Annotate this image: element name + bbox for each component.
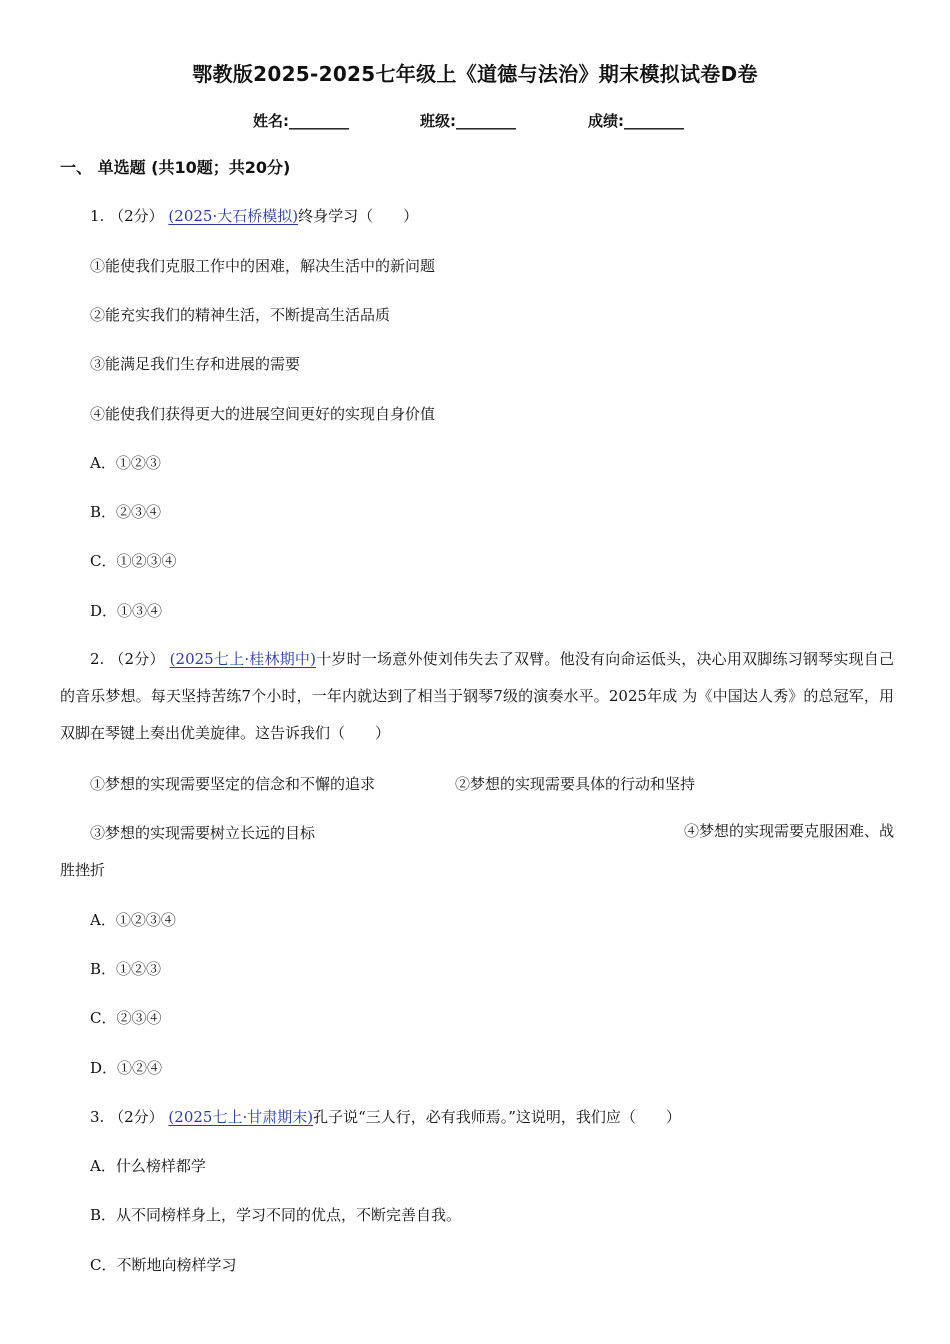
question-number: 3. [90,1108,105,1126]
statement: ②能充实我们的精神生活，不断提高生活品质 [90,306,391,324]
option-b: B．从不同榜样身上，学习不同的优点，不断完善自我。 [90,1206,462,1224]
score-label: 成绩: [588,112,624,130]
question-score: （2分） [109,650,165,668]
option-d: D．①③④ [90,602,163,620]
class-label: 班级: [420,112,456,130]
class-blank: ________ [456,112,516,130]
statement: ①能使我们克服工作中的困难，解决生活中的新问题 [90,257,436,275]
option-a: A．什么榜样都学 [90,1157,206,1175]
question-3-header [90,1106,681,1127]
score-field [588,110,684,131]
statement: ②梦想的实现需要具体的行动和坚持 [455,775,696,793]
question-number: 1. [90,207,105,225]
option-c: C．②③④ [90,1009,162,1027]
name-blank: ________ [289,112,349,130]
option-b: B．①②③ [90,960,162,978]
option-a: A．①②③ [90,454,161,472]
question-2-header [60,641,894,752]
question-number: 2. [90,650,105,668]
question-1-header [90,205,418,226]
exam-title: 鄂教版2025-2025七年级上《道德与法治》期末模拟试卷D卷 [192,62,758,86]
question-source-link[interactable]: (2025七上·桂林期中) [169,650,316,668]
name-field [253,110,349,131]
question-stem: 孔子说“三人行，必有我师焉。”这说明，我们应（ ） [313,1108,681,1126]
statement: ①梦想的实现需要坚定的信念和不懈的追求 [90,775,376,793]
question-score: （2分） [109,207,164,225]
statement [656,812,894,850]
statement-text: ④梦想的实现需要克服困难、战 [683,822,894,840]
option-c: C．不断地向榜样学习 [90,1256,237,1274]
option-a: A．①②③④ [90,911,176,929]
question-score: （2分） [109,1108,164,1126]
statement: ③能满足我们生存和进展的需要 [90,355,301,373]
question-source-link[interactable]: (2025·大石桥模拟) [168,207,299,225]
statement: ③梦想的实现需要树立长远的目标 [90,824,316,842]
question-source-link[interactable]: (2025七上·甘肃期末) [168,1108,314,1126]
statement-continuation: 胜挫折 [60,861,106,879]
question-stem: 终身学习（ ） [298,207,419,225]
section-heading: 一、 单选题 (共10题；共20分) [60,158,291,177]
option-b: B．②③④ [90,503,162,521]
option-c: C．①②③④ [90,552,177,570]
question-stem: 十岁时一场意外使刘伟失去了双臂。他没有向命运低头，决心用双脚练习钢琴实现自己的音乐梦想。每天坚持苦练7个小时，一年内就达到了相当于钢琴7级的演奏水平。2025年成 为《中国达人秀》的总冠军，用双脚在琴键上奏出优美旋律。这告诉我们（ ） [60,650,894,742]
score-blank: ________ [624,112,684,130]
class-field [420,110,516,131]
name-label: 姓名: [253,112,289,130]
statement: ④能使我们获得更大的进展空间更好的实现自身价值 [90,405,436,423]
option-d: D．①②④ [90,1059,163,1077]
